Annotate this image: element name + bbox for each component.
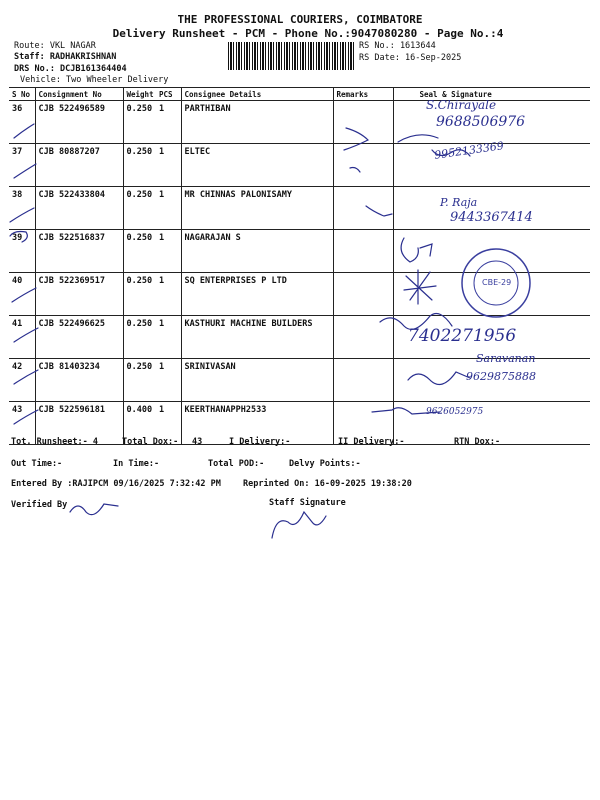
col-pcs: PCS bbox=[156, 88, 181, 101]
reprinted-on: Reprinted On: 16-09-2025 19:38:20 bbox=[243, 479, 412, 489]
rtn-dox-label: RTN Dox:- bbox=[454, 437, 501, 447]
handwritten-name: P. Raja bbox=[440, 196, 478, 209]
cell-weight: 0.250 bbox=[123, 359, 156, 402]
cell-consignee: NAGARAJAN S bbox=[181, 230, 333, 273]
cell-sno: 40 bbox=[9, 273, 35, 316]
cell-sno: 39 bbox=[9, 230, 35, 273]
cell-pcs: 1 bbox=[156, 144, 181, 187]
cell-consignment: CJB 522496625 bbox=[35, 316, 123, 359]
cell-pcs: 1 bbox=[156, 187, 181, 230]
tick-mark bbox=[14, 328, 38, 342]
cell-pcs: 1 bbox=[156, 230, 181, 273]
cell-sno: 41 bbox=[9, 316, 35, 359]
rs-number: RS No.: 1613644 bbox=[359, 41, 436, 51]
sig-cp bbox=[420, 244, 432, 256]
circle-mark bbox=[10, 232, 27, 243]
drs-label: DRS No.: DCJB161364404 bbox=[14, 64, 127, 74]
cell-consignment: CJB 81403234 bbox=[35, 359, 123, 402]
runsheet-subtitle: Delivery Runsheet - PCM - Phone No.:9047080280 - Page No.:4 bbox=[112, 27, 504, 40]
vehicle-label: Vehicle: Two Wheeler Delivery bbox=[20, 75, 169, 85]
cell-consignee: KEERTHANAPPH2533 bbox=[181, 402, 333, 445]
delvy-points-label: Delvy Points:- bbox=[289, 459, 361, 469]
col-consignment: Consignment No bbox=[35, 88, 123, 101]
cell-weight: 0.250 bbox=[123, 101, 156, 144]
verified-by-label: Verified By bbox=[11, 500, 68, 510]
handwritten-phone: 9443367414 bbox=[450, 210, 533, 225]
remark-scribble bbox=[344, 128, 368, 150]
cell-pcs: 1 bbox=[156, 359, 181, 402]
cell-sno: 38 bbox=[9, 187, 35, 230]
cell-weight: 0.250 bbox=[123, 316, 156, 359]
sig-scribble bbox=[398, 135, 438, 142]
handwritten-phone: 9952133369 bbox=[433, 139, 505, 162]
handwritten-phone: 9626052975 bbox=[426, 407, 484, 417]
route-label: Route: VKL NAGAR bbox=[14, 41, 96, 51]
remark-scribble bbox=[366, 206, 392, 216]
tick-mark bbox=[10, 208, 34, 222]
tick-mark bbox=[14, 410, 38, 424]
handwritten-name: S.Chirayale bbox=[426, 98, 497, 112]
staff-signature-label: Staff Signature bbox=[269, 498, 346, 508]
cell-pcs: 1 bbox=[156, 273, 181, 316]
verifier-signature bbox=[70, 504, 118, 515]
cell-weight: 0.250 bbox=[123, 273, 156, 316]
staff-label: Staff: RADHAKRISHNAN bbox=[14, 52, 117, 62]
handwritten-phone: 7402271956 bbox=[408, 326, 517, 346]
sig-scribble bbox=[404, 270, 436, 304]
col-consignee: Consignee Details bbox=[181, 88, 333, 101]
cell-consignment: CJB 80887207 bbox=[35, 144, 123, 187]
cell-consignment: CJB 522516837 bbox=[35, 230, 123, 273]
runsheet-title: THE PROFESSIONAL COURIERS, COIMBATORE bbox=[177, 13, 423, 26]
cell-consignee: KASTHURI MACHINE BUILDERS bbox=[181, 316, 333, 359]
handwritten-phone: 9688506976 bbox=[436, 114, 526, 130]
cell-consignment: CJB 522369517 bbox=[35, 273, 123, 316]
cell-consignee: ELTEC bbox=[181, 144, 333, 187]
total-pod-label: Total POD:- bbox=[208, 459, 265, 469]
cell-sno: 43 bbox=[9, 402, 35, 445]
sig-cp bbox=[401, 238, 418, 262]
col-weight: Weight bbox=[123, 88, 156, 101]
cell-consignment: CJB 522496589 bbox=[35, 101, 123, 144]
stamp-text: CBE-29 bbox=[482, 278, 512, 287]
col-remarks: Remarks bbox=[333, 88, 393, 101]
total-dox-label: Total Dox:- bbox=[122, 437, 179, 447]
cell-sno: 37 bbox=[9, 144, 35, 187]
rs-date: RS Date: 16-Sep-2025 bbox=[359, 53, 462, 63]
cell-weight: 0.250 bbox=[123, 187, 156, 230]
tick-mark bbox=[14, 164, 36, 178]
total-runsheet: Tot. Runsheet:- 4 bbox=[11, 437, 98, 447]
cell-pcs: 1 bbox=[156, 101, 181, 144]
tick-mark bbox=[14, 124, 34, 138]
cell-consignee: MR CHINNAS PALONISAMY bbox=[181, 187, 333, 230]
i-delivery-label: I Delivery:- bbox=[229, 437, 291, 447]
entered-by: Entered By :RAJIPCM 09/16/2025 7:32:42 PM bbox=[11, 479, 221, 489]
cell-consignment: CJB 522596181 bbox=[35, 402, 123, 445]
cell-weight: 0.400 bbox=[123, 402, 156, 445]
ii-delivery-label: II Delivery:- bbox=[338, 437, 405, 447]
cell-sno: 42 bbox=[9, 359, 35, 402]
cell-consignee: SQ ENTERPRISES P LTD bbox=[181, 273, 333, 316]
cell-sno: 36 bbox=[9, 101, 35, 144]
cell-consignee: PARTHIBAN bbox=[181, 101, 333, 144]
handwritten-name: Saravanan bbox=[476, 352, 536, 365]
cell-weight: 0.250 bbox=[123, 230, 156, 273]
cell-consignment: CJB 522433804 bbox=[35, 187, 123, 230]
out-time-label: Out Time:- bbox=[11, 459, 63, 469]
sig-scribble bbox=[408, 372, 470, 385]
staff-signature bbox=[272, 512, 326, 538]
tick-mark bbox=[12, 288, 36, 302]
remark-scribble bbox=[350, 168, 360, 173]
col-seal-signature: Seal & Signature bbox=[393, 88, 590, 101]
cell-pcs: 1 bbox=[156, 402, 181, 445]
cell-weight: 0.250 bbox=[123, 144, 156, 187]
tick-mark bbox=[14, 370, 38, 384]
cell-pcs: 1 bbox=[156, 316, 181, 359]
total-dox-value: 43 bbox=[192, 437, 203, 447]
cell-consignee: SRINIVASAN bbox=[181, 359, 333, 402]
handwritten-phone: 9629875888 bbox=[466, 370, 536, 383]
col-sno: S No bbox=[9, 88, 35, 101]
in-time-label: In Time:- bbox=[113, 459, 160, 469]
